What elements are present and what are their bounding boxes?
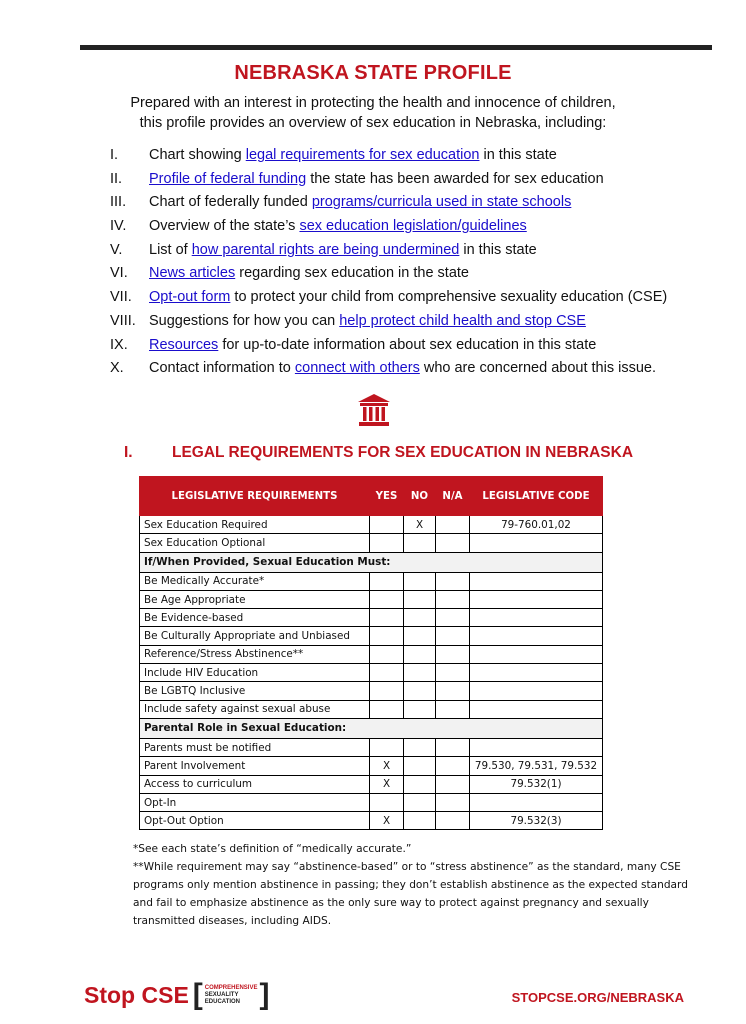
toc-number: VIII. [110,312,136,329]
toc-number: VI. [110,265,128,282]
table-row [140,738,603,756]
no-cell [404,812,436,830]
header-yes: YES [370,477,404,516]
table-row [140,664,603,682]
table-row [140,682,603,700]
yes-cell [370,516,404,534]
requirement-cell: Be Medically Accurate* [140,572,370,590]
no-cell [404,645,436,663]
toc-item [110,218,667,242]
na-cell [436,757,470,775]
toc-item [110,171,667,195]
code-cell: 79-760.01,02 [470,516,603,534]
yes-cell [370,645,404,663]
table-row [140,793,603,811]
yes-cell [370,664,404,682]
toc-text: Chart showing [149,147,246,163]
na-cell [436,793,470,811]
intro-text [0,93,746,133]
logo-text: Stop CSE [84,981,189,1008]
na-cell [436,645,470,663]
intro-line-2: this profile provides an overview of sex education in Nebraska, including: [139,115,607,131]
toc-link[interactable]: programs/curricula used in state schools [311,194,572,211]
yes-cell [370,793,404,811]
toc-item [110,194,667,218]
courthouse-icon [357,393,391,427]
na-cell [436,738,470,756]
toc-link[interactable]: sex education legislation/guidelines [299,218,527,235]
toc-text: in this state [479,147,557,163]
toc-text: who are concerned about this issue. [419,360,656,377]
logo-bracket: [ COMPREHENSIVE SEXUALITY EDUCATION ] [192,978,270,1011]
code-cell [470,609,603,627]
footnotes [133,840,693,930]
top-rule [80,45,712,50]
toc-item [110,289,667,313]
toc-item [110,147,667,171]
logo-subtitle [205,985,258,1006]
table-row [140,627,603,645]
code-cell [470,664,603,682]
na-cell [436,812,470,830]
requirement-cell: Opt-Out Option [140,812,370,830]
yes-cell [370,572,404,590]
no-cell [404,738,436,756]
header-no: NO [404,477,436,516]
yes-cell: X [370,757,404,775]
toc-item [110,337,667,361]
toc-item [110,265,667,289]
requirement-cell: Parents must be notified [140,738,370,756]
yes-cell: X [370,812,404,830]
requirement-cell: Sex Education Required [140,516,370,534]
toc-number: V. [110,241,123,258]
na-cell [436,627,470,645]
code-cell [470,645,603,663]
toc-number: IV. [110,218,127,235]
table-row [140,516,603,534]
code-cell [470,572,603,590]
toc-text: List of [149,241,192,258]
toc-text: in this state [459,241,537,258]
code-cell [470,534,603,552]
table-row [140,700,603,718]
yes-cell: X [370,775,404,793]
requirement-cell: Be Culturally Appropriate and Unbiased [140,627,370,645]
toc-number: IX. [110,336,128,353]
toc-link[interactable]: Opt-out form [149,289,231,306]
toc-link[interactable]: connect with others [294,360,420,377]
toc-text: Chart of federally funded [149,194,312,211]
toc-item [110,360,667,384]
section-heading [124,444,633,462]
table-of-contents [110,147,667,384]
table-row [140,534,603,552]
requirement-cell: Parent Involvement [140,757,370,775]
requirement-cell: Be Evidence-based [140,609,370,627]
table-header-row [140,477,603,516]
yes-cell [370,627,404,645]
table-row [140,572,603,590]
table-row [140,812,603,830]
requirement-cell: Reference/Stress Abstinence** [140,645,370,663]
footer-url[interactable]: STOPCSE.ORG/NEBRASKA [511,990,684,1005]
table-row [140,757,603,775]
requirement-cell: Access to curriculum [140,775,370,793]
table-section-row [140,552,603,572]
requirement-cell: Include safety against sexual abuse [140,700,370,718]
footnote-2: **While requirement may say “abstinence-based” or to “stress abstinence” as the standard, many CSE programs only mention abstinence in passing; they don’t establish abstinence as the expected standard and fail to emphasize abstinence as the only sure way to protect against pregnancy and sexually transmitted diseases, including AIDS. [133,861,688,927]
intro-line-1: Prepared with an interest in protecting the health and innocence of children, [130,95,616,111]
no-cell [404,664,436,682]
toc-text: to protect your child from comprehensive sexuality education (CSE) [230,289,668,306]
header-requirements: LEGISLATIVE REQUIREMENTS [140,477,370,516]
section-number: I. [124,444,133,461]
toc-link[interactable]: help protect child health and stop CSE [339,312,586,329]
na-cell [436,775,470,793]
table-row [140,590,603,608]
toc-link[interactable]: Profile of federal funding [149,170,307,187]
toc-number: VII. [110,289,132,306]
na-cell [436,572,470,590]
requirement-cell: Opt-In [140,793,370,811]
section-label: Parental Role in Sexual Education: [140,718,603,738]
code-cell: 79.530, 79.531, 79.532 [470,757,603,775]
no-cell [404,757,436,775]
toc-link[interactable]: Resources [149,336,219,353]
yes-cell [370,700,404,718]
na-cell [436,609,470,627]
logo-sub-3: EDUCATION [204,998,241,1005]
toc-number: X. [110,360,124,377]
na-cell [436,682,470,700]
page-title: NEBRASKA STATE PROFILE [234,62,512,84]
logo-sub-1: COMPREHENSIVE [204,984,258,991]
no-cell [404,775,436,793]
no-cell [404,627,436,645]
table-row [140,609,603,627]
code-cell [470,682,603,700]
yes-cell [370,534,404,552]
no-cell [404,590,436,608]
table-section-row [140,718,603,738]
header-na: N/A [436,477,470,516]
no-cell [404,572,436,590]
table-row [140,645,603,663]
stop-cse-logo [84,980,269,1010]
no-cell [404,534,436,552]
toc-text: the state has been awarded for sex education [306,170,604,187]
header-code: LEGISLATIVE CODE [470,477,603,516]
yes-cell [370,590,404,608]
yes-cell [370,738,404,756]
toc-number: III. [110,194,127,211]
requirement-cell: Sex Education Optional [140,534,370,552]
footnote-1: *See each state’s definition of “medically accurate.” [133,843,412,855]
section-title: LEGAL REQUIREMENTS FOR SEX EDUCATION IN NEBRASKA [172,444,634,461]
toc-link[interactable]: legal requirements for sex education [245,147,480,163]
logo-sub-2: SEXUALITY [204,991,239,998]
toc-link[interactable]: News articles [149,265,236,282]
toc-link[interactable]: how parental rights are being undermined [191,241,460,258]
toc-text: for up-to-date information about sex education in this state [218,336,597,353]
no-cell [404,609,436,627]
no-cell: X [404,516,436,534]
code-cell: 79.532(3) [470,812,603,830]
toc-text: Contact information to [149,360,295,377]
code-cell [470,627,603,645]
yes-cell [370,682,404,700]
requirement-cell: Be LGBTQ Inclusive [140,682,370,700]
na-cell [436,516,470,534]
na-cell [436,534,470,552]
no-cell [404,700,436,718]
code-cell: 79.532(1) [470,775,603,793]
section-label: If/When Provided, Sexual Education Must: [140,552,603,572]
table-row [140,775,603,793]
toc-text: Overview of the state’s [149,218,300,235]
code-cell [470,738,603,756]
code-cell [470,590,603,608]
no-cell [404,793,436,811]
code-cell [470,793,603,811]
toc-item [110,242,667,266]
legal-requirements-table [139,476,603,830]
yes-cell [370,609,404,627]
requirement-cell: Include HIV Education [140,664,370,682]
toc-item [110,313,667,337]
requirement-cell: Be Age Appropriate [140,590,370,608]
na-cell [436,700,470,718]
na-cell [436,664,470,682]
toc-text: regarding sex education in the state [235,265,469,282]
toc-number: II. [110,170,123,187]
code-cell [470,700,603,718]
no-cell [404,682,436,700]
toc-text: Suggestions for how you can [149,312,340,329]
toc-number: I. [110,147,119,163]
na-cell [436,590,470,608]
